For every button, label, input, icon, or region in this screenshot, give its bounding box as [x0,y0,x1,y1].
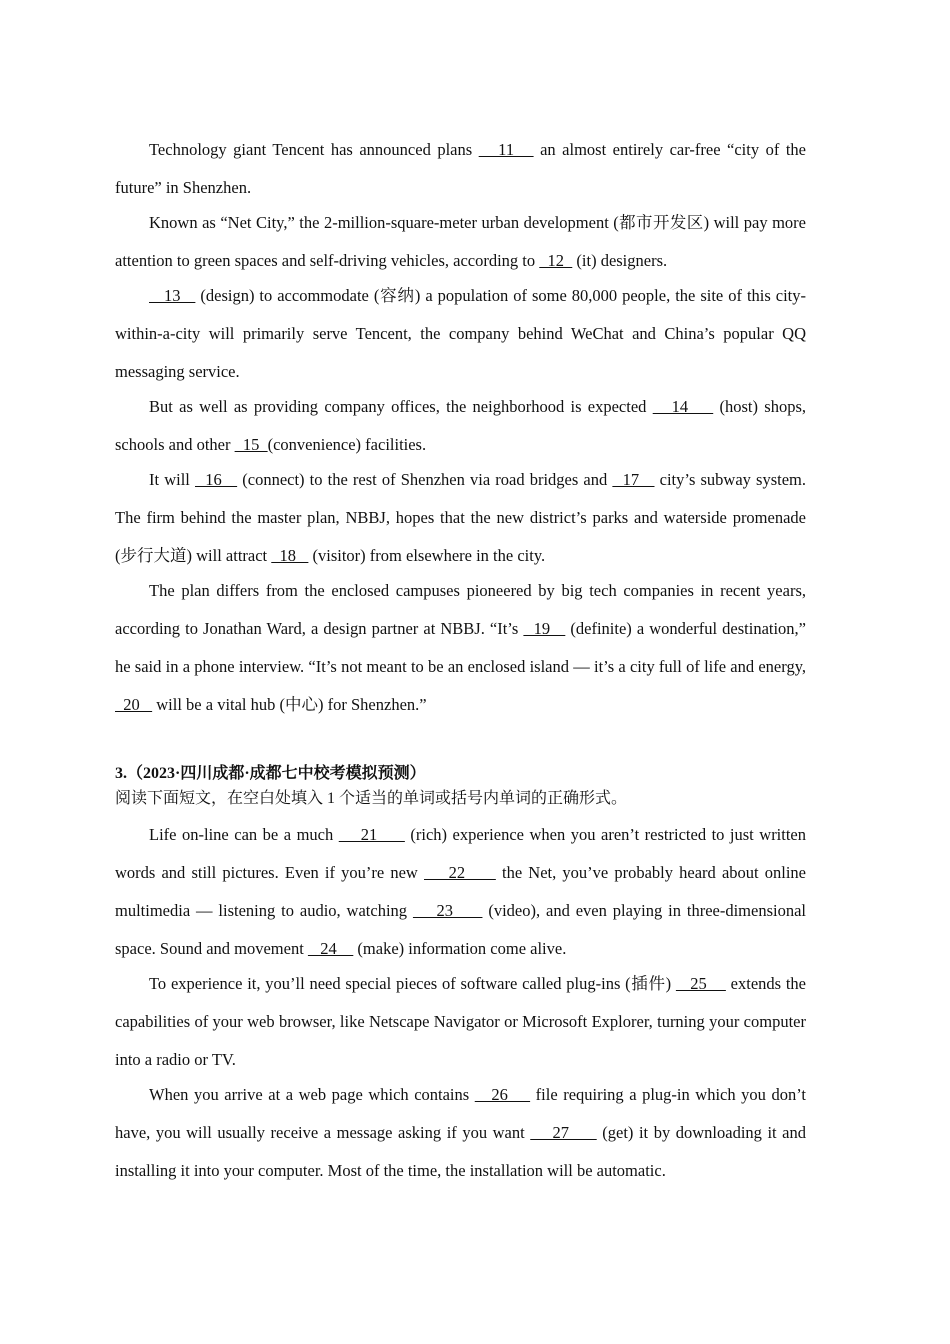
answer-blank[interactable]: 26 [474,1085,531,1104]
paragraph-text: (convenience) facilities. [267,435,427,454]
question-instruction: 阅读下面短文，在空白处填入 1 个适当的单词或括号内单词的正确形式。 [115,790,628,807]
answer-blank[interactable]: 24 [307,939,354,958]
answer-blank[interactable]: 22 [424,863,496,882]
paragraph-text: file requiring a plug-in which you don’t have, you will usually receive a message asking if you want [115,1085,807,1142]
answer-blank[interactable]: 25 [675,974,726,993]
answer-blank[interactable]: 21 [338,825,405,844]
paragraph-text: (connect) to the rest of Shenzhen via road bridges and [237,470,613,489]
paragraph-text: Technology giant Tencent has announced plans [149,140,479,159]
paragraph-text: (it) designers. [572,251,668,270]
paragraph-text: city’s subway system. The firm behind the master plan, NBBJ, hopes that the new district’s parks and waterside promenade (步行大道) will attract [115,470,806,565]
answer-blank[interactable]: 13 [149,286,196,305]
answer-blank[interactable]: 18 [271,546,309,565]
paragraph-text: (video), and even playing in three-dimensional space. Sound and movement [115,901,806,958]
answer-blank[interactable]: 12 [539,251,573,270]
paragraph-text: Life on-line can be a much [149,825,339,844]
question-heading: 3.（2023·四川成都·成都七中校考模拟预测） [115,765,426,782]
paragraph-text: extends the capabilities of your web browser, like Netscape Navigator or Microsoft Explorer, turning your computer into a radio or TV. [115,974,807,1069]
paragraph-text: (visitor) from elsewhere in the city. [308,546,546,565]
paragraph-text: When you arrive at a web page which contains [149,1085,475,1104]
paragraph-text: will be a vital hub (中心) for Shenzhen.” [152,695,427,714]
paragraph-text: To experience it, you’ll need special pieces of software called plug-ins (插件) [149,974,676,993]
paragraph [115,816,806,968]
paragraph-text: (get) it by downloading it and installing it into your computer. Most of the time, the installation will be automatic. [115,1123,806,1180]
paragraph-text: (rich) experience when you aren’t restricted to just written words and still pictures. Even if you’re new [115,825,807,882]
paragraph [115,572,806,724]
paragraph [115,1076,806,1190]
paragraph-text: (design) to accommodate (容纳) a population of some 80,000 people, the site of this city-within-a-city will primarily serve Tencent, the company behind WeChat and China’s popular QQ messaging service. [115,286,807,381]
paragraph-text: But as well as providing company offices, the neighborhood is expected [149,397,653,416]
paragraph-text: (make) information come alive. [353,939,567,958]
paragraph-text: It will [149,470,195,489]
paragraph-text: Known as “Net City,” the 2-million-square-meter urban development (都市开发区) will pay more attention to green spaces and self-driving vehicles, according to [115,213,806,270]
paragraph [115,388,806,464]
passage-1 [115,131,806,724]
answer-blank[interactable]: 15 [234,435,268,454]
paragraph-text: (definite) a wonderful destination,” he said in a phone interview. “It’s not meant to be an enclosed island — it’s a city full of life and energy, [115,619,807,676]
paragraph-text: The plan differs from the enclosed campuses pioneered by big tech companies in recent years, according to Jonathan Ward, a design partner at NBBJ. “It’s [115,581,806,638]
paragraph [115,277,806,391]
paragraph [115,204,806,280]
paragraph [115,965,806,1079]
answer-blank[interactable]: 16 [195,470,238,489]
paragraph [115,131,806,207]
answer-blank[interactable]: 23 [412,901,483,920]
answer-blank[interactable]: 20 [115,695,153,714]
paragraph [115,461,806,575]
answer-blank[interactable]: 27 [530,1123,597,1142]
answer-blank[interactable]: 17 [612,470,655,489]
paragraph-text: the Net, you’ve probably heard about online multimedia — listening to audio, watching [115,863,807,920]
answer-blank[interactable]: 19 [523,619,566,638]
paragraph-text: (host) shops, schools and other [115,397,807,454]
passage-2 [115,816,806,1190]
answer-blank[interactable]: 11 [478,140,534,159]
paragraph-text: an almost entirely car-free “city of the future” in Shenzhen. [115,140,807,197]
document-content [115,131,806,1190]
answer-blank[interactable]: 14 [652,397,714,416]
